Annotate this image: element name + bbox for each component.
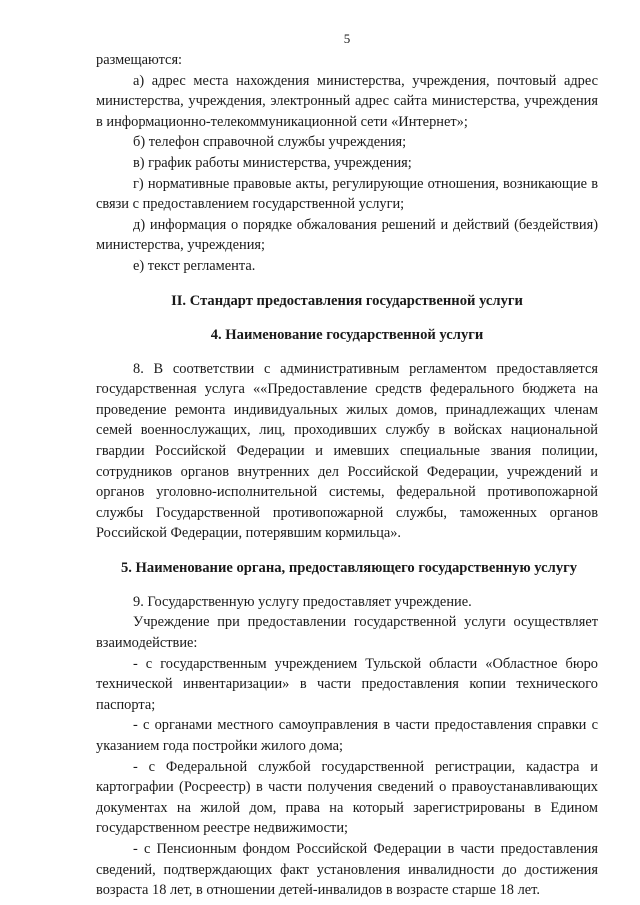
paragraph-9: 9. Государственную услугу предоставляет учреждение. (133, 593, 472, 610)
list-item: д) информация о порядке обжалования решений и действий (бездействия) министерства, учреждения; (96, 216, 598, 254)
list-item: в) график работы министерства, учреждения; (133, 154, 412, 171)
interaction-list (96, 654, 598, 901)
interaction-intro: Учреждение при предоставлении государственной услуги осуществляет взаимодействие: (96, 614, 598, 652)
list-item: - с Федеральной службой государственной регистрации, кадастра и картографии (Росреестр) в части получения сведений о правоустанавливающих документах на жилой дом, права на который зарегистрированы в Едином государственном реестре недвижимости; (96, 758, 598, 837)
page-number: 5 (343, 31, 351, 46)
subsection-4-title: 4. Наименование государственной услуги (210, 326, 484, 343)
paragraph-8: 8. В соответствии с административным регламентом предоставляется государственная услуга ««Предоставление средств федерального бюджета на проведение ремонта индивидуальных жилых домов, принадлежащих членам семей военнослужащих, лиц, проходивших службу в войсках национальной гвардии Российской Федерации и имевших специальные звания полиции, сотрудников органов внутренних дел Российской Федерации, учреждений и органов уголовно-исполнительной системы, федеральной противопожарной службы Государственной противопожарной службы, таможенных органов Российской Федерации, потерявшим кормильца». (96, 360, 598, 542)
list-item: г) нормативные правовые акты, регулирующие отношения, возникающие в связи с предоставлением государственной услуги; (96, 175, 598, 213)
list-item: - с государственным учреждением Тульской области «Областное бюро технической инвентаризации» в части предоставления копии технического паспорта; (96, 655, 598, 713)
section-title: II. Стандарт предоставления государственной услуги (171, 292, 523, 309)
intro-text: размещаются: (96, 52, 183, 68)
list-item: б) телефон справочной службы учреждения; (133, 134, 407, 151)
subsection-5-title: 5. Наименование органа, предоставляющего государственную услугу (120, 559, 578, 576)
list-item: е) текст регламента. (133, 257, 256, 274)
info-list (96, 71, 598, 277)
list-item: - с органами местного самоуправления в части предоставления справки с указанием года постройки жилого дома; (96, 717, 598, 755)
list-item: а) адрес места нахождения министерства, учреждения, почтовый адрес министерства, учреждения, электронный адрес сайта министерства, учреждения в информационно-телекоммуникационной сети «Интернет»; (96, 72, 598, 130)
document-page (96, 30, 598, 901)
list-item: - с Пенсионным фондом Российской Федерации в части предоставления сведений, подтверждающих факт установления инвалидности до достижения возраста 18 лет, в отношении детей-инвалидов в возрасте старше 18 лет. (96, 841, 598, 899)
